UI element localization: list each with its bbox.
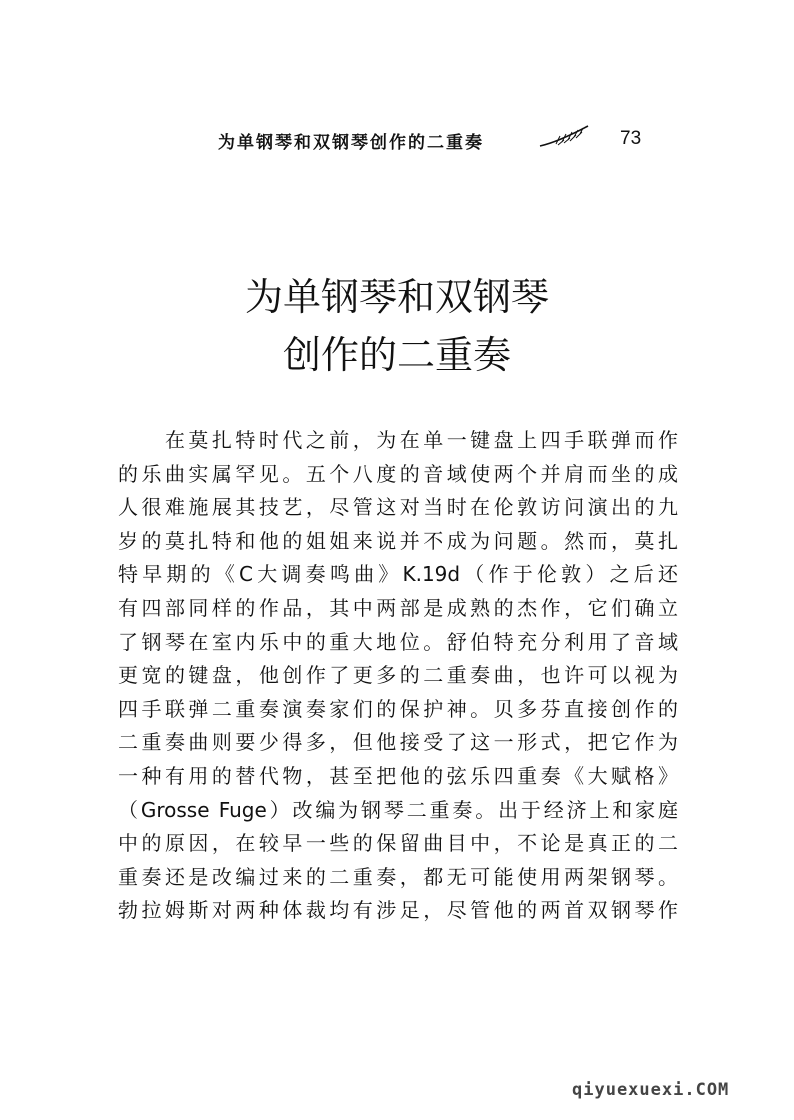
running-header xyxy=(0,124,794,154)
text-line: （Grosse Fuge）改编为钢琴二重奏。出于经济上和家庭 xyxy=(118,797,678,822)
page-number: 73 xyxy=(620,128,642,149)
text-line: 更宽的键盘，他创作了更多的二重奏曲，也许可以视为 xyxy=(118,663,678,688)
chapter-title-line-2: 创作的二重奏 xyxy=(282,333,511,377)
site-watermark: qiyuexuexi.COM xyxy=(572,1080,730,1100)
running-title: 为单钢琴和双钢琴创作的二重奏 xyxy=(218,133,484,153)
text-line: 特早期的《C大调奏鸣曲》K.19d（作于伦敦）之后还 xyxy=(118,562,678,587)
text-line: 了钢琴在室内乐中的重大地位。舒伯特充分利用了音域 xyxy=(118,629,678,654)
text-line: 人很难施展其技艺，尽管这对当时在伦敦访问演出的九 xyxy=(118,495,678,520)
text-line: 的乐曲实属罕见。五个八度的音域使两个并肩而坐的成 xyxy=(118,461,678,486)
text-line: 有四部同样的作品，其中两部是成熟的杰作，它们确立 xyxy=(118,595,678,620)
quill-ornament-icon xyxy=(538,124,590,150)
text-line: 四手联弹二重奏演奏家们的保护神。贝多芬直接创作的 xyxy=(118,696,678,721)
text-line: 勃拉姆斯对两种体裁均有涉足，尽管他的两首双钢琴作 xyxy=(118,898,678,923)
chapter-title xyxy=(0,268,794,384)
text-line: 二重奏曲则要少得多，但他接受了这一形式，把它作为 xyxy=(118,730,678,755)
body-paragraph xyxy=(118,424,678,928)
text-line: 一种有用的替代物，甚至把他的弦乐四重奏《大赋格》 xyxy=(118,763,678,788)
text-line: 在莫扎特时代之前，为在单一键盘上四手联弹而作 xyxy=(118,428,678,452)
chapter-title-line-1: 为单钢琴和双钢琴 xyxy=(244,275,549,319)
text-line: 重奏还是改编过来的二重奏，都无可能使用两架钢琴。 xyxy=(118,864,678,889)
text-line: 岁的莫扎特和他的姐姐来说并不成为问题。然而，莫扎 xyxy=(118,528,678,553)
text-line: 中的原因，在较早一些的保留曲目中，不论是真正的二 xyxy=(118,831,678,856)
